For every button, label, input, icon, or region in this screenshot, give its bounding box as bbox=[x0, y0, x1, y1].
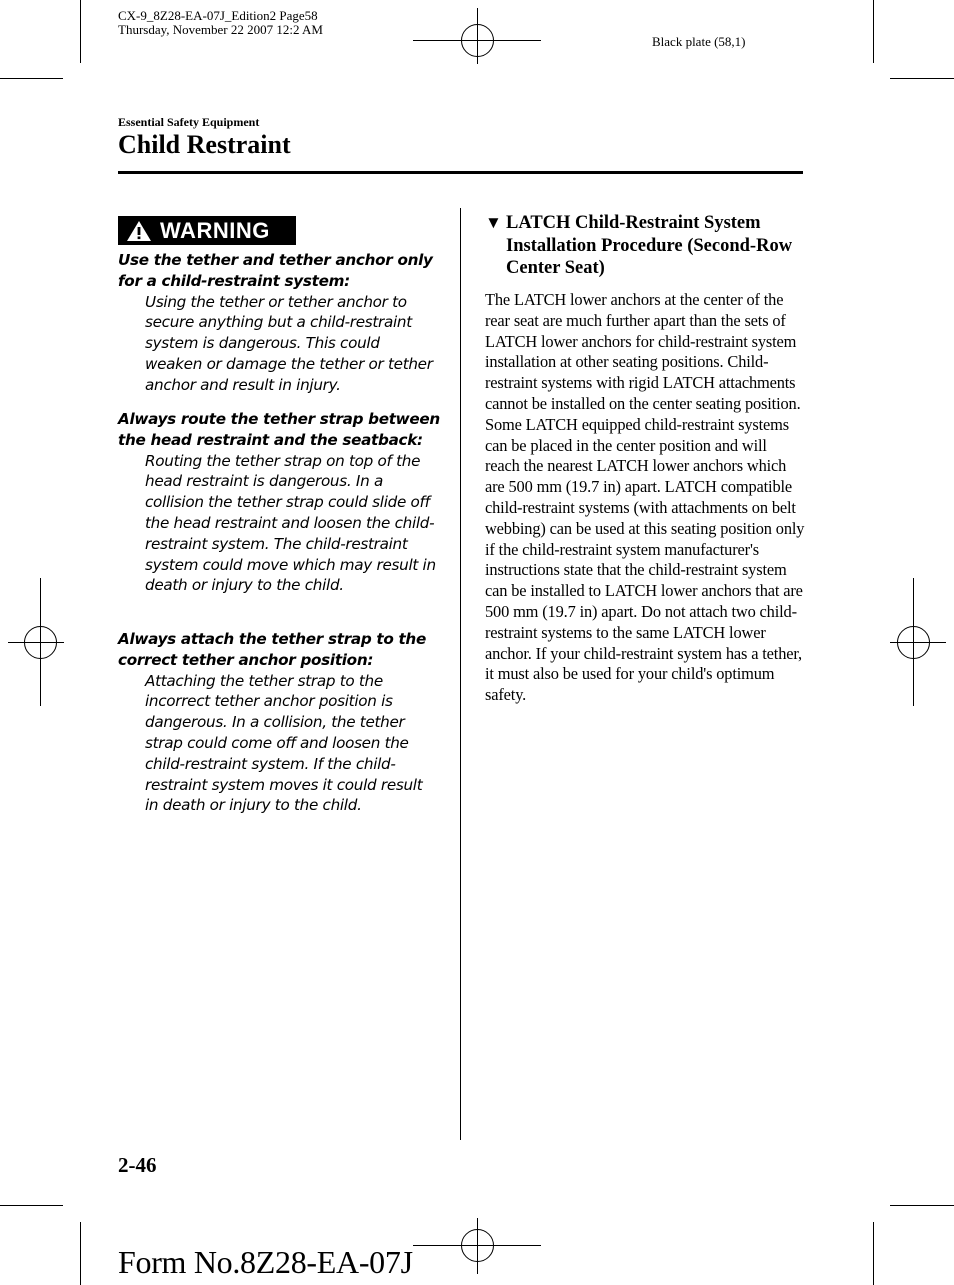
print-plate-label: Black plate (58,1) bbox=[652, 34, 746, 49]
print-job-line: CX-9_8Z28-EA-07J_Edition2 Page58 bbox=[118, 8, 318, 23]
warning-item-body: Attaching the tether strap to the incorrect tether anchor position is dangerous. In a collision, the tether strap could come off and loosen the child-restraint system. If the child-restraint system moves it could result in death or injury to the child. bbox=[145, 671, 423, 815]
section-label: Essential Safety Equipment bbox=[118, 115, 260, 129]
warning-item-heading: Always attach the tether strap to the correct tether anchor position: bbox=[118, 630, 426, 669]
crop-mark bbox=[80, 1222, 81, 1285]
crop-mark bbox=[873, 1222, 874, 1285]
form-number: Form No.8Z28-EA-07J bbox=[118, 1244, 413, 1280]
warning-item-heading: Always route the tether strap between the head restraint and the seatback: bbox=[118, 410, 440, 449]
page-number: 2-46 bbox=[118, 1153, 157, 1177]
column-divider bbox=[460, 208, 461, 1140]
warning-item bbox=[118, 409, 440, 596]
triangle-marker-icon: ▼ bbox=[485, 213, 502, 232]
procedure-heading bbox=[485, 212, 803, 280]
warning-item bbox=[118, 629, 440, 816]
crop-mark bbox=[0, 1205, 63, 1206]
crop-mark bbox=[0, 78, 63, 79]
warning-item-heading: Use the tether and tether anchor only for a child-restraint system: bbox=[118, 251, 433, 290]
crop-mark bbox=[873, 0, 874, 63]
crop-mark bbox=[80, 0, 81, 63]
title-rule bbox=[118, 171, 803, 174]
crop-mark bbox=[890, 78, 954, 79]
print-date-line: Thursday, November 22 2007 12:2 AM bbox=[118, 22, 323, 37]
page-title: Child Restraint bbox=[118, 130, 291, 159]
warning-item-body: Using the tether or tether anchor to secure anything but a child-restraint system is dangerous. This could weaken or damage the tether or tether anchor and result in injury. bbox=[145, 292, 433, 394]
warning-triangle-icon bbox=[126, 220, 152, 242]
warning-label: WARNING bbox=[160, 217, 270, 243]
procedure-body: The LATCH lower anchors at the center of the rear seat are much further apart than the sets of LATCH lower anchors for child-restraint system installation at other seating positions. Child-restraint systems with rigid LATCH attachments cannot be installed on the center seating position. Some LATCH equipped child-restraint systems can be placed in the center position and will reach the nearest LATCH lower anchors which are 500 mm (19.7 in) apart. LATCH compatible child-restraint systems (with attachments on belt webbing) can be used at this seating position only if the child-restraint system manufacturer's instructions state that the child-restraint system can be installed to LATCH lower anchors that are 500 mm (19.7 in) apart. Do not attach two child-restraint systems to the same LATCH lower anchor. If your child-restraint system has a tether, it must also be used for your child's optimum safety. bbox=[485, 290, 805, 705]
warning-banner bbox=[118, 216, 296, 245]
warning-item-body: Routing the tether strap on top of the head restraint is dangerous. In a collision the tether strap could slide off the head restraint and loosen the child-restraint system. The child-restraint system could move which may result in death or injury to the child. bbox=[145, 451, 436, 595]
crop-mark bbox=[890, 1205, 954, 1206]
warning-item bbox=[118, 250, 440, 396]
procedure-heading-text: LATCH Child-Restraint System Installation Procedure (Second-Row Center Seat) bbox=[506, 213, 793, 278]
